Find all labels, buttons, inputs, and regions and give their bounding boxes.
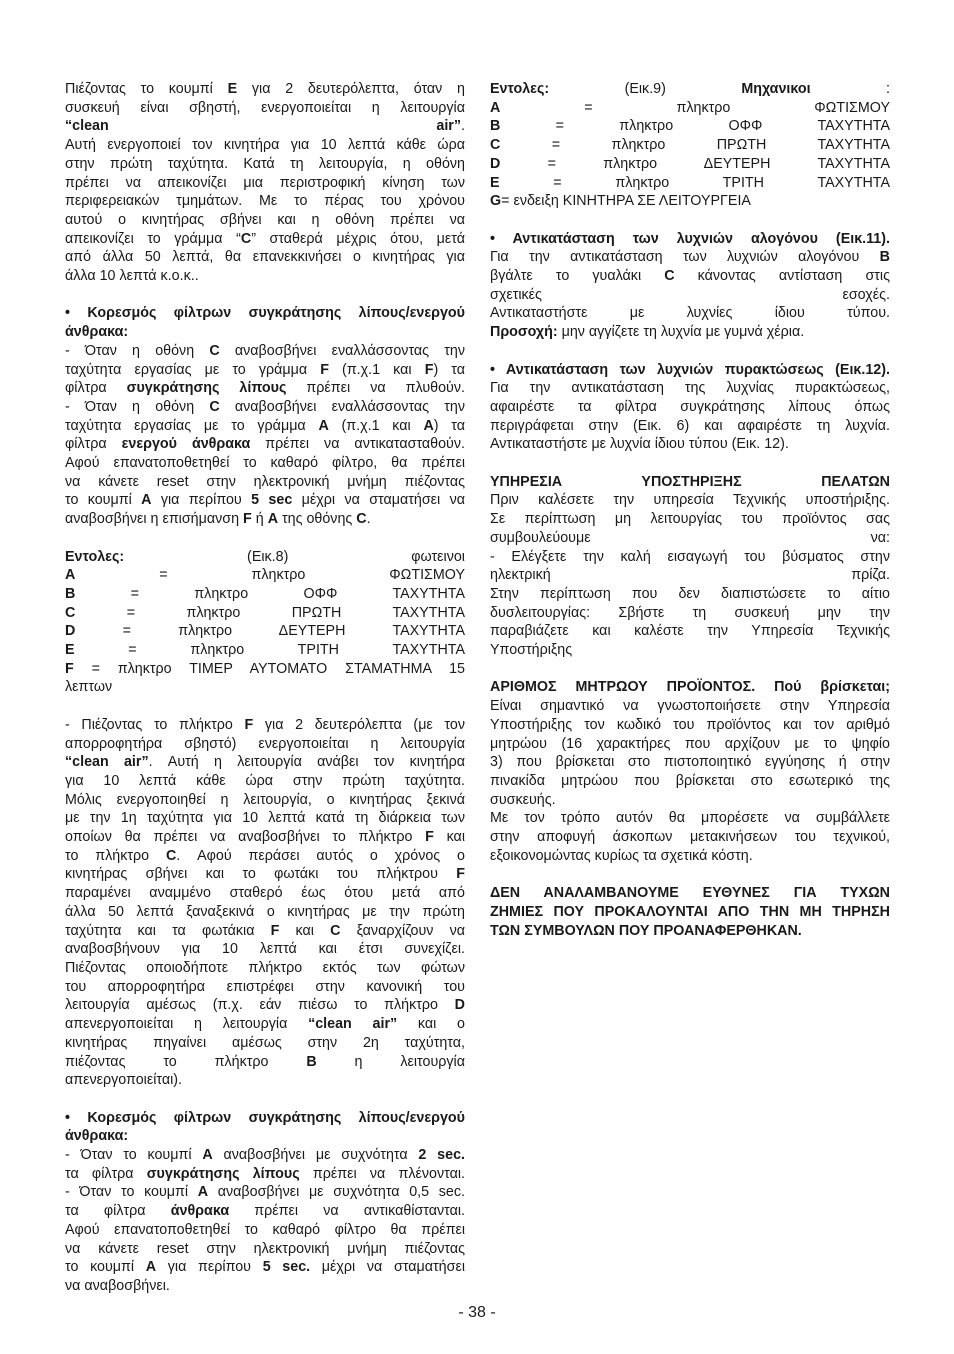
bold-text: C — [356, 511, 367, 528]
bold-text: άνθρακα — [170, 1203, 230, 1220]
text-run: . — [366, 511, 371, 528]
text-line — [490, 491, 890, 510]
text-line — [65, 1165, 465, 1184]
text-line — [65, 248, 465, 267]
text-line — [65, 342, 465, 361]
bold-text: F — [425, 829, 434, 846]
text-line — [490, 847, 890, 866]
text-line — [490, 566, 890, 585]
text-run: του απορροφητήρα επιστρέφει στην κανονική του — [65, 978, 465, 995]
text-line — [65, 80, 465, 99]
text-run: συσκευής. — [490, 791, 556, 808]
text-line — [65, 1202, 465, 1221]
text-line — [490, 361, 890, 380]
bold-text: F — [243, 511, 252, 528]
bold-text: συγκράτησης λίπους — [126, 380, 287, 397]
text-run: άλλα 10 λεπτά κ.ο.κ.. — [65, 268, 199, 285]
bold-text: ΑΡΙΘΜΟΣ ΜΗΤΡΩΟΥ ΠΡΟΪΟΝΤΟΣ. Πού βρίσκεται; — [490, 679, 890, 696]
text-line — [65, 99, 465, 118]
text-run: εξοικονομώντας κυρίως τα σχετικά κόστη. — [490, 847, 753, 864]
text-line — [490, 529, 890, 548]
text-line — [490, 248, 890, 267]
text-line — [490, 697, 890, 716]
bold-text: B — [490, 118, 501, 135]
text-run: και — [279, 922, 331, 939]
text-line — [490, 735, 890, 754]
text-run: - Ελέγξετε την καλή εισαγωγή του βύσματος στην — [490, 548, 890, 565]
text-line — [65, 1183, 465, 1202]
bold-text: 5 sec. — [262, 1259, 311, 1276]
text-line — [65, 1146, 465, 1165]
text-line — [65, 828, 465, 847]
text-run: για 2 δευτερόλεπτα, όταν η — [237, 81, 465, 97]
text-line — [490, 791, 890, 810]
text-run: αναβοσβήνει εναλλάσσοντας την — [219, 398, 465, 415]
text-line — [65, 136, 465, 155]
text-run: Για την αντικατάσταση της λυχνίας πυρακτώσεως, — [490, 380, 890, 397]
text-line — [490, 379, 890, 398]
text-line — [490, 267, 890, 286]
text-line — [65, 323, 465, 342]
bold-text: • Αντικατάσταση των λυχνιών αλογόνου (Εικ.11). — [490, 230, 890, 247]
right-paragraph — [490, 884, 890, 940]
text-run: Είναι σημαντικό να γνωστοποιήσετε στην Υπηρεσία — [490, 698, 890, 715]
text-line — [65, 735, 465, 754]
bold-text: F — [320, 361, 329, 378]
text-line — [490, 435, 890, 454]
text-run: περιφερειακών τμημάτων. Με το πέρας του χρόνου — [65, 193, 465, 210]
text-line — [65, 566, 465, 585]
text-line — [490, 323, 890, 342]
text-run: της οθόνης — [278, 511, 357, 528]
text-line — [490, 192, 890, 211]
bold-text: ΖΗΜΙΕΣ ΠΟΥ ΠΡΟΚΑΛΟΥΝΤΑΙ ΑΠΟ ΤΗΝ ΜΗ ΤΗΡΗΣΗ — [490, 903, 890, 920]
text-line — [490, 510, 890, 529]
text-line — [65, 865, 465, 884]
text-run: (Εικ.8) φωτεινοι — [124, 548, 465, 565]
text-run: κινητήρας πηγαίνει αμέσως στην 2η ταχύτητα, — [65, 1034, 465, 1051]
bold-text: G — [490, 193, 502, 210]
text-run: απενεργοποιείται η λειτουργία — [65, 1016, 309, 1033]
text-run: κινητήρας σβήνει και το φωτάκι του πλήκτρου — [65, 866, 457, 883]
bold-text: A — [423, 417, 434, 434]
text-run: με την 1η ταχύτητα για 10 λεπτά κατά τη διάρκεια των — [65, 810, 465, 827]
text-line — [65, 435, 465, 454]
text-line — [65, 772, 465, 791]
text-run: για περίπου — [156, 1259, 263, 1276]
bold-text: F — [244, 716, 254, 733]
text-run: . Αυτή η λειτουργία ανάβει τον κινητήρα — [148, 754, 465, 771]
bold-text: C — [209, 342, 220, 359]
bold-text: A — [318, 417, 329, 434]
text-run: ταχύτητα και τα φωτάκια — [65, 922, 271, 939]
text-run: σχετικές εσοχές. — [490, 286, 890, 303]
bold-text: ΔΕΝ ΑΝΑΛΑΜΒΑΝΟΥΜΕ ΕΥΘΥΝΕΣ ΓΙΑ ΤΥΧΩΝ — [490, 885, 890, 902]
bold-text: C — [330, 922, 341, 939]
text-line — [65, 1071, 465, 1090]
text-run: λειτουργία αμέσως (π.χ. εάν πιέσω το πλήκτρο — [65, 997, 455, 1014]
text-line — [65, 304, 465, 323]
bold-text: άνθρακα: — [65, 324, 129, 341]
text-line — [65, 1258, 465, 1277]
text-line — [65, 809, 465, 828]
text-run: = πληκτρο ΔΕΥΤΕΡΗ ΤΑΧΥΤΗΤΑ — [75, 623, 465, 640]
bold-text: • Κορεσμός φίλτρων συγκράτησης λίπους/ενεργού — [65, 305, 465, 322]
text-run: ” σταθερά μέχρις ότου, μετά — [251, 230, 465, 247]
text-run: Υποστήριξης τον κωδικό του προϊόντος και τον αριθμό — [490, 716, 890, 733]
bold-text: άνθρακα: — [65, 1128, 129, 1145]
right-paragraph — [490, 473, 890, 660]
bold-text: F — [456, 866, 465, 883]
text-run: - Πιέζοντας το πλήκτρο — [65, 716, 245, 733]
text-run: ξαναρχίζουν να — [340, 922, 465, 939]
text-run: Υποστήριξης — [490, 642, 573, 659]
bold-text: 5 sec — [251, 492, 293, 509]
text-line — [490, 80, 890, 99]
right-paragraph — [490, 361, 890, 455]
bold-text: “clean air” — [65, 754, 149, 771]
text-run: να κάνετε reset στην ηλεκτρονική μνήμη πιέζοντας — [65, 1240, 465, 1257]
text-run: αναβοσβήνει εναλλάσσοντας την — [219, 342, 465, 359]
bold-text: A — [490, 99, 501, 116]
text-run: Με τον τρόπο αυτόν θα μπορέσετε να συμβάλλετε — [490, 810, 890, 827]
text-run: ή — [251, 511, 268, 528]
text-line — [65, 174, 465, 193]
right-paragraph — [490, 678, 890, 865]
text-line — [65, 267, 465, 286]
bold-text: ΥΠΗΡΕΣΙΑ ΥΠΟΣΤΗΡΙΞΗΣ ΠΕΛΑΤΩΝ — [490, 473, 890, 490]
text-line — [65, 473, 465, 492]
text-line — [490, 716, 890, 735]
text-run: αναβοσβήνει με συχνότητα 0,5 sec. — [208, 1184, 465, 1201]
text-line — [65, 510, 465, 529]
text-line — [65, 622, 465, 641]
text-line — [65, 361, 465, 380]
text-run: βγάλτε το γυαλάκι — [490, 268, 665, 285]
text-line — [65, 903, 465, 922]
text-run: πρέπει να πλένονται. — [299, 1165, 466, 1182]
text-run: Αυτή ενεργοποιεί τον κινητήρα για 10 λεπτά κάθε ώρα — [65, 137, 465, 154]
bold-text: A — [267, 511, 279, 528]
page-number: - 38 - — [458, 1304, 496, 1321]
text-line — [65, 379, 465, 398]
text-run: Πριν καλέσετε την υπηρεσία Τεχνικής υποστήριξης. — [490, 492, 890, 509]
text-run: το κουμπί — [65, 1259, 146, 1276]
text-line — [490, 136, 890, 155]
bold-text: E — [65, 642, 75, 659]
bold-text: “clean air” — [308, 1016, 398, 1033]
text-run: Αφού επανατοποθετηθεί το καθαρό φίλτρο θα πρέπει — [65, 1221, 465, 1238]
bold-text: A — [65, 567, 76, 584]
text-line — [65, 1109, 465, 1128]
right-column — [490, 80, 890, 959]
bold-text: B — [65, 585, 76, 602]
text-run: = πληκτρο ΤΡΙΤΗ ΤΑΧΥΤΗΤΑ — [499, 174, 890, 191]
text-line — [65, 996, 465, 1015]
text-run: = πληκτρο ΟΦΦ ΤΑΧΥΤΗΤΑ — [500, 118, 890, 135]
bold-text: Εντολες: — [490, 81, 550, 97]
text-run: ταχύτητα εργασίας με το γράμμα — [65, 361, 321, 378]
text-run: = πληκτρο ΦΩΤΙΣΜΟΥ — [500, 99, 890, 116]
text-run: τα φίλτρα — [65, 1203, 171, 1220]
bold-text: C — [490, 137, 501, 154]
text-run: = πληκτρο ΠΡΩΤΗ ΤΑΧΥΤΗΤΑ — [75, 604, 465, 621]
text-line — [65, 398, 465, 417]
text-run: (Εικ.9) — [549, 81, 742, 97]
text-line — [490, 622, 890, 641]
text-line — [490, 903, 890, 922]
text-line — [65, 155, 465, 174]
text-run: αφαιρέστε τα φίλτρα συγκράτησης λίπους όπως — [490, 398, 890, 415]
text-line — [65, 678, 465, 697]
text-run: αναβοσβήνει με συχνότητα — [212, 1147, 419, 1164]
text-line — [490, 678, 890, 697]
text-line — [490, 230, 890, 249]
text-run: = πληκτρο ΤΙΜΕΡ ΑΥΤΟΜΑΤΟ ΣΤΑΜΑΤΗΜΑ 15 — [73, 660, 465, 677]
left-paragraph — [65, 548, 465, 698]
text-line — [65, 1221, 465, 1240]
text-run: πιέζοντας το πλήκτρο — [65, 1053, 307, 1070]
text-run: - Όταν το κουμπί — [65, 1184, 198, 1201]
text-run: Για την αντικατάσταση των λυχνιών αλογόνου — [490, 249, 880, 266]
bold-text: E — [490, 174, 500, 191]
text-run: να κάνετε reset στην ηλεκτρονική μνήμη πιέζοντας — [65, 473, 465, 490]
text-run: να αναβοσβήνει. — [65, 1277, 170, 1294]
bold-text: • Κορεσμός φίλτρων συγκράτησης λίπους/ενεργού — [65, 1109, 465, 1126]
text-run: πρέπει να αντικατασταθούν. — [250, 436, 465, 453]
text-run: ταχύτητα εργασίας με το γράμμα — [65, 417, 319, 434]
text-line — [65, 716, 465, 735]
text-run: Αφού επανατοποθετηθεί το καθαρό φίλτρο, θα πρέπει — [65, 455, 465, 472]
text-line — [490, 286, 890, 305]
text-run: αυτού ο κινητήρας σβήνει και η οθόνη πρέπει να — [65, 211, 465, 228]
text-run: Στην περίπτωση που δεν διαπιστώσετε το αίτιο — [490, 585, 890, 602]
text-line — [65, 660, 465, 679]
text-line — [65, 847, 465, 866]
text-line — [490, 304, 890, 323]
text-run: ) τα — [433, 361, 466, 378]
bold-text: B — [306, 1053, 317, 1070]
bold-text: ενεργού άνθρακα — [121, 436, 251, 453]
text-line — [65, 922, 465, 941]
text-run: ηλεκτρική πρίζα. — [490, 567, 890, 584]
text-run: μέχρι να σταματήσει — [310, 1259, 465, 1276]
text-line — [65, 491, 465, 510]
text-run: Μόλις ενεργοποιηθεί η λειτουργία, ο κινητήρας ξεκινά — [65, 791, 465, 808]
text-line — [65, 454, 465, 473]
text-line — [490, 753, 890, 772]
text-line — [490, 417, 890, 436]
text-run: πρέπει να αντικαθίστανται. — [229, 1203, 465, 1220]
bold-text: E — [227, 81, 238, 97]
text-run: Σε περίπτωση μη λειτουργίας του προϊόντος σας — [490, 511, 890, 528]
text-line — [490, 604, 890, 623]
text-line — [65, 1240, 465, 1259]
bold-text: Μηχανικοι — [741, 81, 811, 97]
text-line — [65, 417, 465, 436]
text-line — [490, 398, 890, 417]
bold-text: Προσοχή: — [490, 324, 558, 341]
text-run: 3) που βρίσκεται στο πιστοποιητικό εγγύησης ή στην — [490, 754, 890, 771]
text-run: για 10 λεπτά κάθε ώρα στην πρώτη ταχύτητα. — [65, 772, 465, 789]
text-run: = πληκτρο ΦΩΤΙΣΜΟΥ — [75, 567, 465, 584]
text-line — [490, 828, 890, 847]
bold-text: • Αντικατάσταση των λυχνιών πυρακτώσεως (Εικ.12). — [490, 361, 890, 378]
bold-text: F — [424, 361, 434, 378]
text-line — [490, 155, 890, 174]
text-run: για 2 δευτερόλεπτα (με τον — [253, 716, 465, 733]
text-run: συσκευή είναι σβηστή, ενεργοποιείται η λειτουργία — [65, 99, 465, 116]
text-run: πρέπει να απεικονίζει μια περιστροφική κίνηση των — [65, 174, 465, 191]
text-run: απεικονίζει το γράμμα “ — [65, 230, 241, 247]
text-run: η λειτουργία — [316, 1053, 465, 1070]
text-run: λεπτων — [65, 679, 113, 696]
text-run: αναβοσβήνει η επισήμανση — [65, 511, 244, 528]
text-run: αναβοσβήνουν για 10 λεπτά και έτσι συνεχίζει. — [65, 941, 465, 958]
text-line — [65, 1015, 465, 1034]
left-paragraph — [65, 1109, 465, 1296]
text-line — [65, 211, 465, 230]
text-run: (π.χ.1 και — [328, 417, 424, 434]
text-line — [65, 791, 465, 810]
bold-text: Εντολες: — [65, 548, 125, 565]
text-line — [490, 99, 890, 118]
text-line — [490, 772, 890, 791]
text-run: . — [461, 118, 465, 135]
text-line — [65, 585, 465, 604]
text-run: Αντικαταστήστε με λυχνία ίδιου τύπου (Εικ. 12). — [490, 436, 789, 453]
text-run: φίλτρα — [65, 380, 127, 397]
bold-text: C — [65, 604, 76, 621]
text-line — [65, 548, 465, 567]
bold-text: B — [879, 249, 890, 266]
text-run: . Αφού περάσει αυτός ο χρόνος ο — [176, 847, 465, 864]
text-line — [65, 1277, 465, 1296]
text-run: = πληκτρο ΤΡΙΤΗ ΤΑΧΥΤΗΤΑ — [74, 642, 465, 659]
text-run: παραβιάζετε και καλέστε την Υπηρεσία Τεχνικής — [490, 623, 890, 640]
bold-text: F — [65, 660, 74, 677]
text-run: = ενδειξη ΚΙΝΗΤΗΡΑ ΣΕ ΛΕΙΤΟΥΡΓΕΙΑ — [501, 193, 751, 210]
text-run: από άλλα 50 λεπτά, θα επανεκκινήσει ο κινητήρας για — [65, 249, 465, 266]
bold-text: D — [454, 997, 465, 1014]
text-run: μέχρι να σταματήσει να — [292, 492, 465, 509]
text-run: οποίων θα πρέπει να αναβοσβήνει το πλήκτρο — [65, 829, 426, 846]
text-run: και ο — [397, 1016, 465, 1033]
text-run: απορροφητήρα σβηστό) ενεργοποιείται η λειτουργία — [65, 735, 465, 752]
text-run: παραμένει αναμμένο σταθερό έως ότου μετά από — [65, 885, 465, 902]
bold-text: 2 sec. — [418, 1147, 466, 1164]
text-run: στην αποφυγή άσκοπων μετακινήσεων του τεχνικού, — [490, 829, 890, 846]
text-line — [65, 753, 465, 772]
text-run: τα φίλτρα — [65, 1165, 147, 1182]
text-run: πινακίδα μητρώου που βρίσκεται στο εσωτερικό της — [490, 772, 890, 789]
text-line — [65, 1127, 465, 1146]
text-line — [65, 641, 465, 660]
text-line — [65, 117, 465, 136]
left-column — [65, 80, 465, 1314]
text-run: μητρώου (16 χαρακτήρες που αρχίζουν με το ψηφίο — [490, 735, 890, 752]
bold-text: συγκράτησης λίπους — [146, 1165, 300, 1182]
text-run: - Όταν η οθόνη — [65, 398, 210, 415]
text-line — [490, 174, 890, 193]
text-run: το πλήκτρο — [65, 847, 166, 864]
text-line — [65, 230, 465, 249]
text-run: φίλτρα — [65, 436, 122, 453]
text-run: στην πρώτη ταχύτητα. Κατά τη λειτουργία, η οθόνη — [65, 155, 465, 172]
bold-text: A — [141, 492, 152, 509]
bold-text: D — [65, 623, 76, 640]
text-run: μην αγγίζετε τη λυχνία με γυμνά χέρια. — [557, 324, 805, 341]
bold-text: F — [270, 922, 280, 939]
bold-text: C — [165, 847, 177, 864]
bold-text: C — [209, 398, 220, 415]
text-run: Πιέζοντας οποιοδήποτε πλήκτρο εκτός των φώτων — [65, 960, 465, 976]
text-line — [490, 922, 890, 941]
text-line — [490, 641, 890, 660]
text-run: συμβουλεύουμε να: — [490, 529, 890, 546]
text-run: ) τα — [433, 417, 465, 434]
bold-text: A — [197, 1184, 209, 1201]
left-paragraph — [65, 304, 465, 528]
text-line — [65, 884, 465, 903]
text-run: για περίπου — [151, 492, 252, 509]
text-line — [490, 884, 890, 903]
text-line — [65, 940, 465, 959]
text-line — [490, 585, 890, 604]
text-run: (π.χ.1 και — [328, 361, 425, 378]
text-run: πρέπει να πλυθούν. — [286, 380, 465, 397]
bold-text: C — [240, 230, 252, 247]
text-line — [490, 809, 890, 828]
bold-text: A — [202, 1147, 213, 1164]
text-run: το κουμπί — [65, 492, 142, 509]
bold-text: ΤΩΝ ΣΥΜΒΟΥΛΩΝ ΠΟΥ ΠΡΟΑΝΑΦΕΡΘΗΚΑΝ. — [490, 922, 802, 939]
text-line — [65, 959, 465, 978]
text-run: = πληκτρο ΟΦΦ ΤΑΧΥΤΗΤΑ — [75, 585, 465, 602]
bold-text: “clean air” — [65, 118, 462, 135]
text-line — [65, 978, 465, 997]
text-line — [490, 117, 890, 136]
text-line — [490, 473, 890, 492]
bold-text: D — [490, 155, 501, 172]
text-run: απενεργοποιείται). — [65, 1072, 183, 1089]
text-run: = πληκτρο ΠΡΩΤΗ ΤΑΧΥΤΗΤΑ — [500, 137, 890, 154]
text-run: άλλα 50 λεπτά ξαναξεκινά ο κινητήρας με την πρώτη — [65, 903, 465, 920]
text-run: και — [433, 829, 465, 846]
text-line — [65, 192, 465, 211]
text-run: - Όταν η οθόνη — [65, 342, 210, 359]
text-run: δυσλειτουργίας: Σβήστε τη συσκευή μην την — [490, 604, 890, 621]
text-run: = πληκτρο ΔΕΥΤΕΡΗ ΤΑΧΥΤΗΤΑ — [500, 155, 890, 172]
bold-text: C — [664, 268, 675, 285]
left-paragraph — [65, 716, 465, 1090]
text-line — [65, 1053, 465, 1072]
text-line — [65, 604, 465, 623]
text-line — [490, 548, 890, 567]
text-run: περιγράφεται στην (Εικ. 6) και αφαιρέστε τη λυχνία. — [490, 417, 890, 434]
text-run: - Όταν το κουμπί — [65, 1147, 203, 1164]
text-run: : — [810, 81, 890, 97]
left-paragraph — [65, 80, 465, 286]
text-run: Αντικαταστήστε με λυχνίες ίδιου τύπου. — [490, 305, 890, 322]
text-run: κάνοντας αντίσταση στις — [674, 268, 891, 285]
text-line — [65, 1034, 465, 1053]
bold-text: A — [145, 1259, 157, 1276]
right-paragraph — [490, 80, 890, 211]
right-paragraph — [490, 230, 890, 342]
text-run: Πιέζοντας το κουμπί — [65, 81, 228, 97]
